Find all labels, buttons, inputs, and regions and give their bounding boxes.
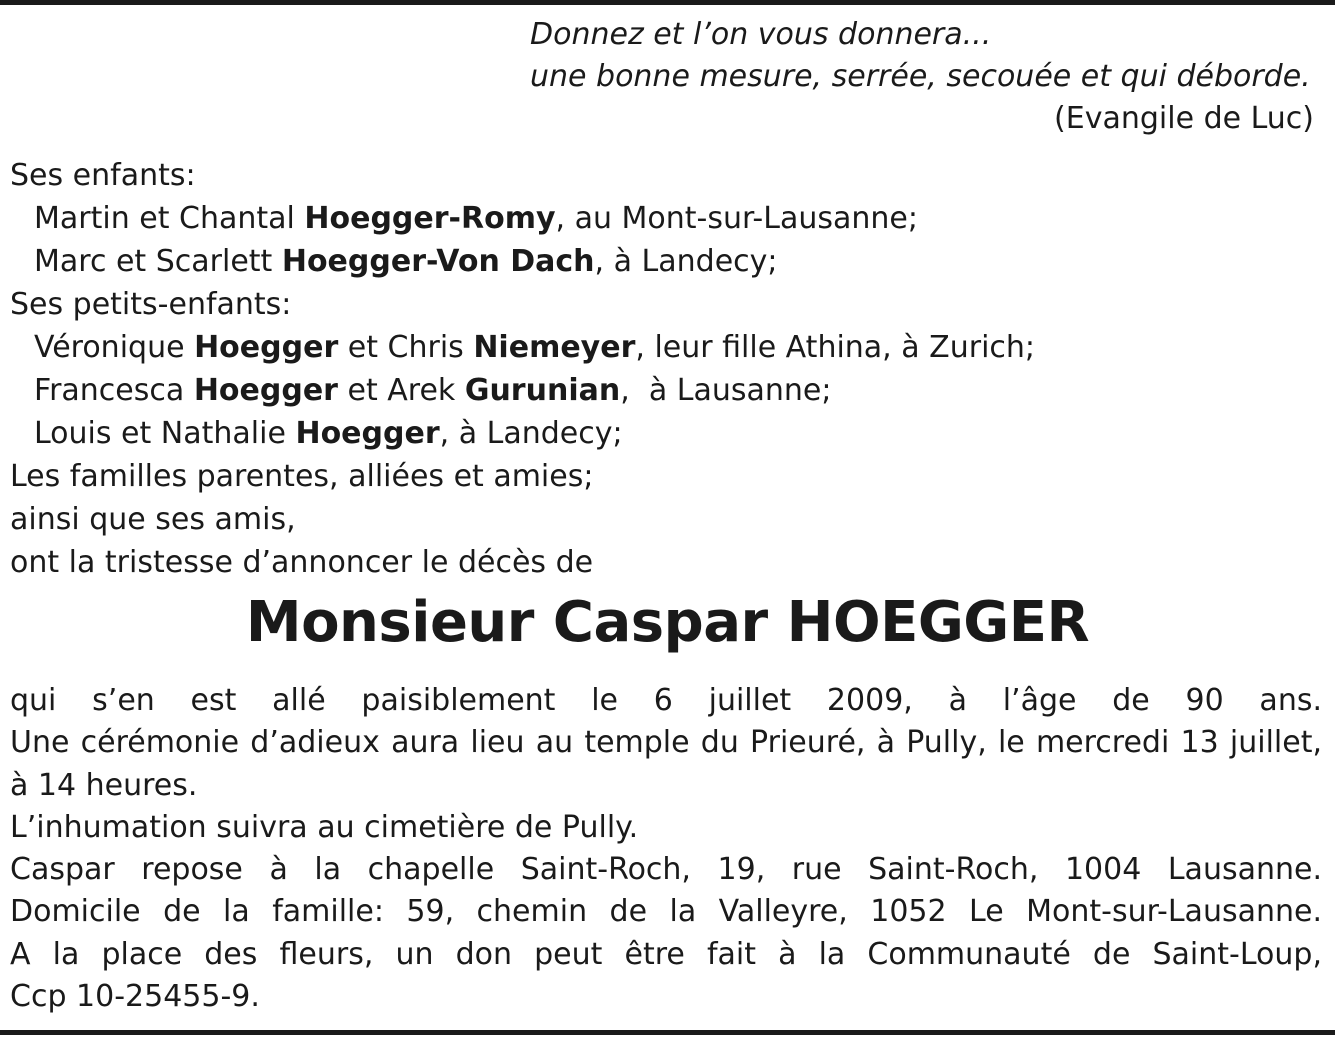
detail-line: A la place des fleurs, un don peut être fait à la Communauté de Saint-Loup, xyxy=(10,936,1322,972)
epigraph-source: (Evangile de Luc) xyxy=(1054,101,1314,136)
given-names: Martin et Chantal xyxy=(34,201,305,236)
surname: Hoegger xyxy=(194,330,339,365)
given-names: Véronique xyxy=(34,330,195,365)
surname: Gurunian xyxy=(464,373,621,408)
epigraph-line: une bonne mesure, serrée, secouée et qui déborde. xyxy=(530,59,1311,94)
location: , à Lausanne; xyxy=(620,373,832,408)
announcement-line: ont la tristesse d’annoncer le décès de xyxy=(10,545,594,580)
grandchildren-heading: Ses petits-enfants: xyxy=(10,287,292,322)
location: , leur fille Athina, à Zurich; xyxy=(635,330,1036,365)
surname: Niemeyer xyxy=(473,330,636,365)
bottom-rule xyxy=(0,1030,1335,1035)
detail-line: L’inhumation suivra au cimetière de Pully. xyxy=(10,809,639,845)
location: , à Landecy; xyxy=(439,416,623,451)
surname: Hoegger-Romy xyxy=(304,201,556,236)
conjunction: et Chris xyxy=(338,330,474,365)
surname: Hoegger-Von Dach xyxy=(281,244,595,279)
top-rule xyxy=(0,0,1335,5)
friends-line: ainsi que ses amis, xyxy=(10,502,296,537)
detail-line: Ccp 10-25455-9. xyxy=(10,979,260,1015)
given-names: Marc et Scarlett xyxy=(34,244,282,279)
ceremony-details xyxy=(10,680,1322,1018)
epigraph xyxy=(530,14,1320,140)
grandchild-entry xyxy=(10,369,1325,412)
location: , au Mont-sur-Lausanne; xyxy=(555,201,918,236)
detail-line: Domicile de la famille: 59, chemin de la Valleyre, 1052 Le Mont-sur-Lausanne. xyxy=(10,894,1322,930)
detail-line: à 14 heures. xyxy=(10,767,198,803)
child-entry xyxy=(10,240,1325,283)
detail-line: qui s’en est allé paisiblement le 6 juillet 2009, à l’âge de 90 ans. xyxy=(10,683,1322,718)
children-heading: Ses enfants: xyxy=(10,158,196,193)
epigraph-line: Donnez et l’on vous donnera... xyxy=(530,17,992,52)
surname: Hoegger xyxy=(295,416,440,451)
surname: Hoegger xyxy=(193,373,338,408)
detail-line: Caspar repose à la chapelle Saint-Roch, 19, rue Saint-Roch, 1004 Lausanne. xyxy=(10,852,1322,888)
detail-line: Une cérémonie d’adieux aura lieu au temple du Prieuré, à Pully, le mercredi 13 juillet, xyxy=(10,725,1322,761)
families-line: Les familles parentes, alliées et amies; xyxy=(10,459,594,494)
deceased-name: Monsieur Caspar HOEGGER xyxy=(245,590,1090,655)
conjunction: et Arek xyxy=(337,373,465,408)
family-list xyxy=(10,154,1325,584)
grandchild-entry xyxy=(10,412,1325,455)
child-entry xyxy=(10,197,1325,240)
grandchild-entry xyxy=(10,326,1325,369)
given-names: Francesca xyxy=(34,373,194,408)
given-names: Louis et Nathalie xyxy=(34,416,296,451)
location: , à Landecy; xyxy=(594,244,778,279)
